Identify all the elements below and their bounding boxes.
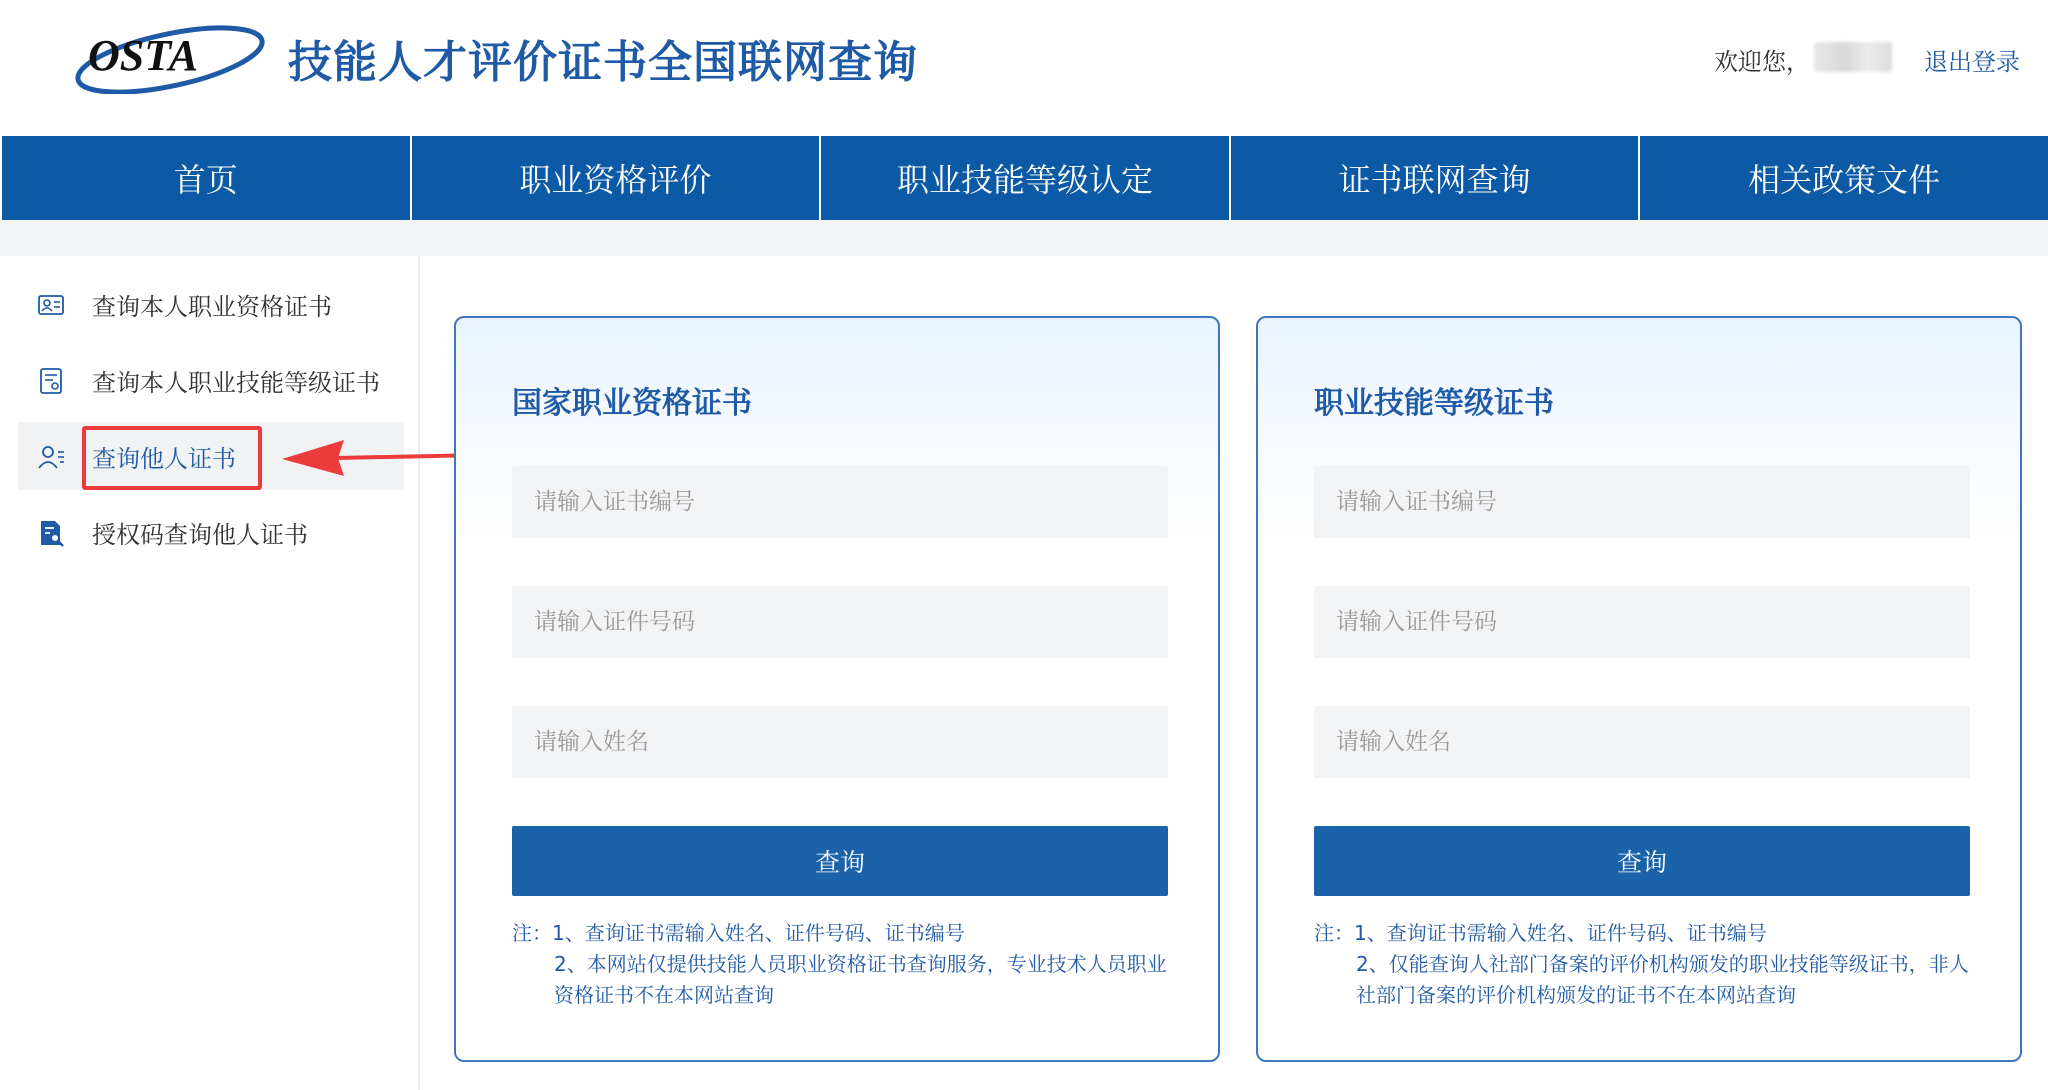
logout-link[interactable]: 退出登录 (1924, 48, 2020, 76)
nav-item-home[interactable]: 首页 (0, 136, 410, 220)
username-redacted (1814, 42, 1892, 72)
name-input[interactable] (1314, 706, 1970, 778)
note-line-1: 注：1、查询证书需输入姓名、证件号码、证书编号 (512, 921, 965, 945)
svg-text:OSTA: OSTA (88, 31, 199, 80)
sidebar-item-label: 查询本人职业资格证书 (92, 292, 332, 321)
sidebar-item-label: 查询他人证书 (92, 444, 236, 473)
note-line-2: 2、仅能查询人社部门备案的评价机构颁发的职业技能等级证书，非人社部门备案的评价机构颁发的证书不在本网站查询 (1356, 952, 1969, 1007)
skill-level-cert-card (1256, 316, 2022, 1062)
header (0, 0, 2048, 136)
id-card-icon (36, 290, 66, 320)
card-title: 职业技能等级证书 (1314, 386, 1554, 421)
name-input[interactable] (512, 706, 1168, 778)
document-search-icon (36, 518, 66, 548)
qualification-cert-card (454, 316, 1220, 1062)
nav-item-skill-level-certification[interactable]: 职业技能等级认定 (819, 136, 1229, 220)
query-button[interactable]: 查询 (512, 826, 1168, 896)
id-number-input[interactable] (512, 586, 1168, 658)
sidebar-item-my-qualification-cert[interactable] (18, 270, 404, 338)
site-title: 技能人才评价证书全国联网查询 (288, 37, 918, 88)
sidebar-item-label: 查询本人职业技能等级证书 (92, 368, 380, 397)
nav-divider-band (0, 220, 2048, 256)
notes (512, 918, 1172, 1011)
sidebar (0, 256, 420, 1090)
nav-item-qualification-evaluation[interactable]: 职业资格评价 (410, 136, 820, 220)
sidebar-item-label: 授权码查询他人证书 (92, 520, 308, 549)
note-line-2: 2、本网站仅提供技能人员职业资格证书查询服务，专业技术人员职业资格证书不在本网站查询 (554, 952, 1167, 1007)
note-line-1: 注：1、查询证书需输入姓名、证件号码、证书编号 (1314, 921, 1767, 945)
welcome-text: 欢迎您， (1714, 48, 1810, 76)
user-search-icon (36, 442, 66, 472)
osta-logo[interactable] (70, 18, 270, 94)
sidebar-item-auth-code-query[interactable] (18, 498, 404, 566)
nav-item-certificate-query[interactable]: 证书联网查询 (1229, 136, 1639, 220)
cert-number-input[interactable] (1314, 466, 1970, 538)
id-number-input[interactable] (1314, 586, 1970, 658)
cert-number-input[interactable] (512, 466, 1168, 538)
query-button[interactable]: 查询 (1314, 826, 1970, 896)
notes (1314, 918, 1974, 1011)
nav-item-policy-documents[interactable]: 相关政策文件 (1638, 136, 2048, 220)
card-title: 国家职业资格证书 (512, 386, 752, 421)
sidebar-item-my-skill-level-cert[interactable] (18, 346, 404, 414)
certificate-icon (36, 366, 66, 396)
main-nav (0, 136, 2048, 220)
